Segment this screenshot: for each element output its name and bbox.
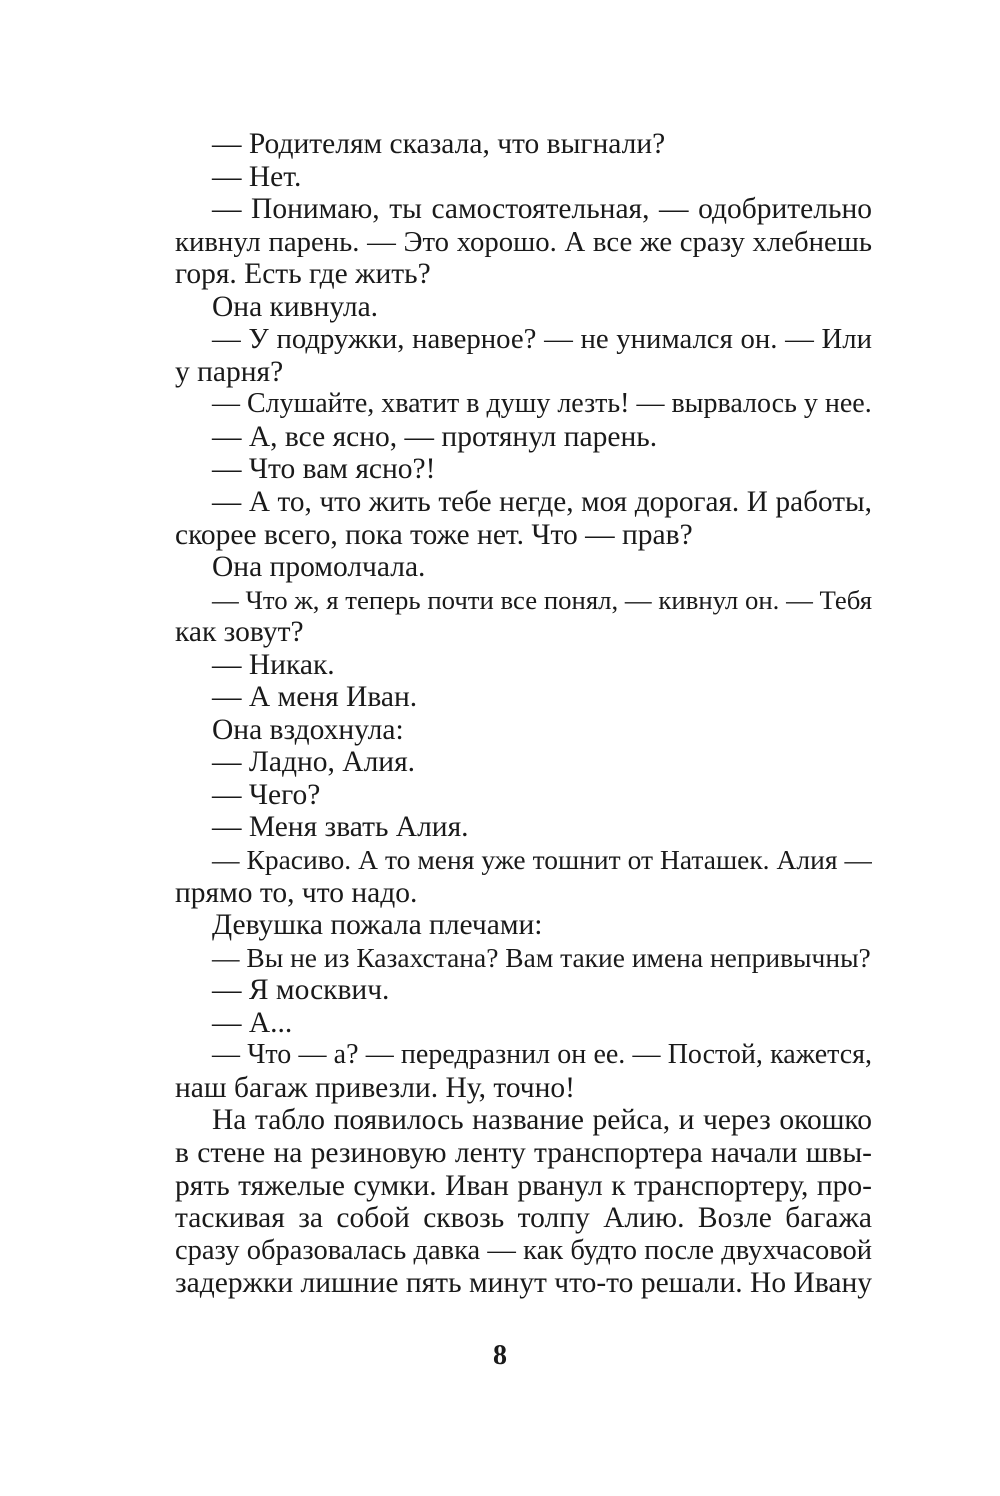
text-line: — А меня Иван. (212, 681, 418, 714)
text-line: — Нет. (212, 160, 302, 193)
text-line: — А... (212, 1006, 293, 1039)
text-line: — У подружки, наверное? — не унимался он. — Или (212, 323, 872, 356)
text-line: скорее всего, пока тоже нет. Что — прав? (175, 518, 693, 551)
book-page-text (175, 128, 872, 1300)
text-line: — А, все ясно, — протянул парень. (212, 420, 658, 453)
text-line: — Чего? (212, 778, 321, 811)
text-line: — Никак. (212, 648, 335, 681)
text-line: — Красиво. А то меня уже тошнит от Наташек. Алия — (212, 844, 872, 876)
text-line: горя. Есть где жить? (175, 258, 431, 291)
text-line: — Понимаю, ты самостоятельная, — одобрительно (212, 193, 872, 226)
text-line: в стене на резиновую ленту транспортера начали швы- (175, 1136, 872, 1169)
text-line: Она промолчала. (212, 551, 426, 584)
text-line: задержки лишние пять минут что-то решали. Но Ивану (175, 1267, 872, 1300)
text-line: — Меня звать Алия. (212, 811, 469, 844)
text-line: — Ладно, Алия. (212, 746, 416, 779)
text-line: — Вы не из Казахстана? Вам такие имена непривычны? (212, 941, 871, 973)
text-line: — Родителям сказала, что выгнали? (212, 128, 666, 160)
text-line: у парня? (175, 355, 284, 388)
text-line: как зовут? (175, 616, 304, 649)
text-line: кивнул парень. — Это хорошо. А все же сразу хлебнешь (175, 225, 872, 258)
text-line: — Слушайте, хватит в душу лезть! — вырвалось у нее. (212, 388, 872, 420)
text-line: — Что ж, я теперь почти все понял, — кивнул он. — Тебя (212, 584, 872, 615)
text-line: Девушка пожала плечами: (212, 909, 543, 942)
text-line: прямо то, что надо. (175, 876, 418, 909)
text-line: — Я москвич. (212, 974, 390, 1007)
text-line: — Что вам ясно?! (212, 453, 436, 486)
text-line: — А то, что жить тебе негде, моя дорогая. И работы, (212, 486, 872, 519)
page-number: 8 (493, 1340, 507, 1371)
text-line: — Что — а? — передразнил он ее. — Постой, кажется, (212, 1039, 872, 1071)
text-line: сразу образовалась давка — как будто после двухчасовой (175, 1234, 872, 1266)
text-line: рять тяжелые сумки. Иван рванул к транспортеру, про- (175, 1169, 872, 1202)
text-line: таскивая за собой сквозь толпу Алию. Возле багажа (175, 1202, 872, 1235)
text-line: наш багаж привезли. Ну, точно! (175, 1071, 576, 1104)
text-line: Она вздохнула: (212, 713, 404, 746)
text-line: На табло появилось название рейса, и через окошко (212, 1104, 872, 1137)
text-line: Она кивнула. (212, 290, 379, 323)
